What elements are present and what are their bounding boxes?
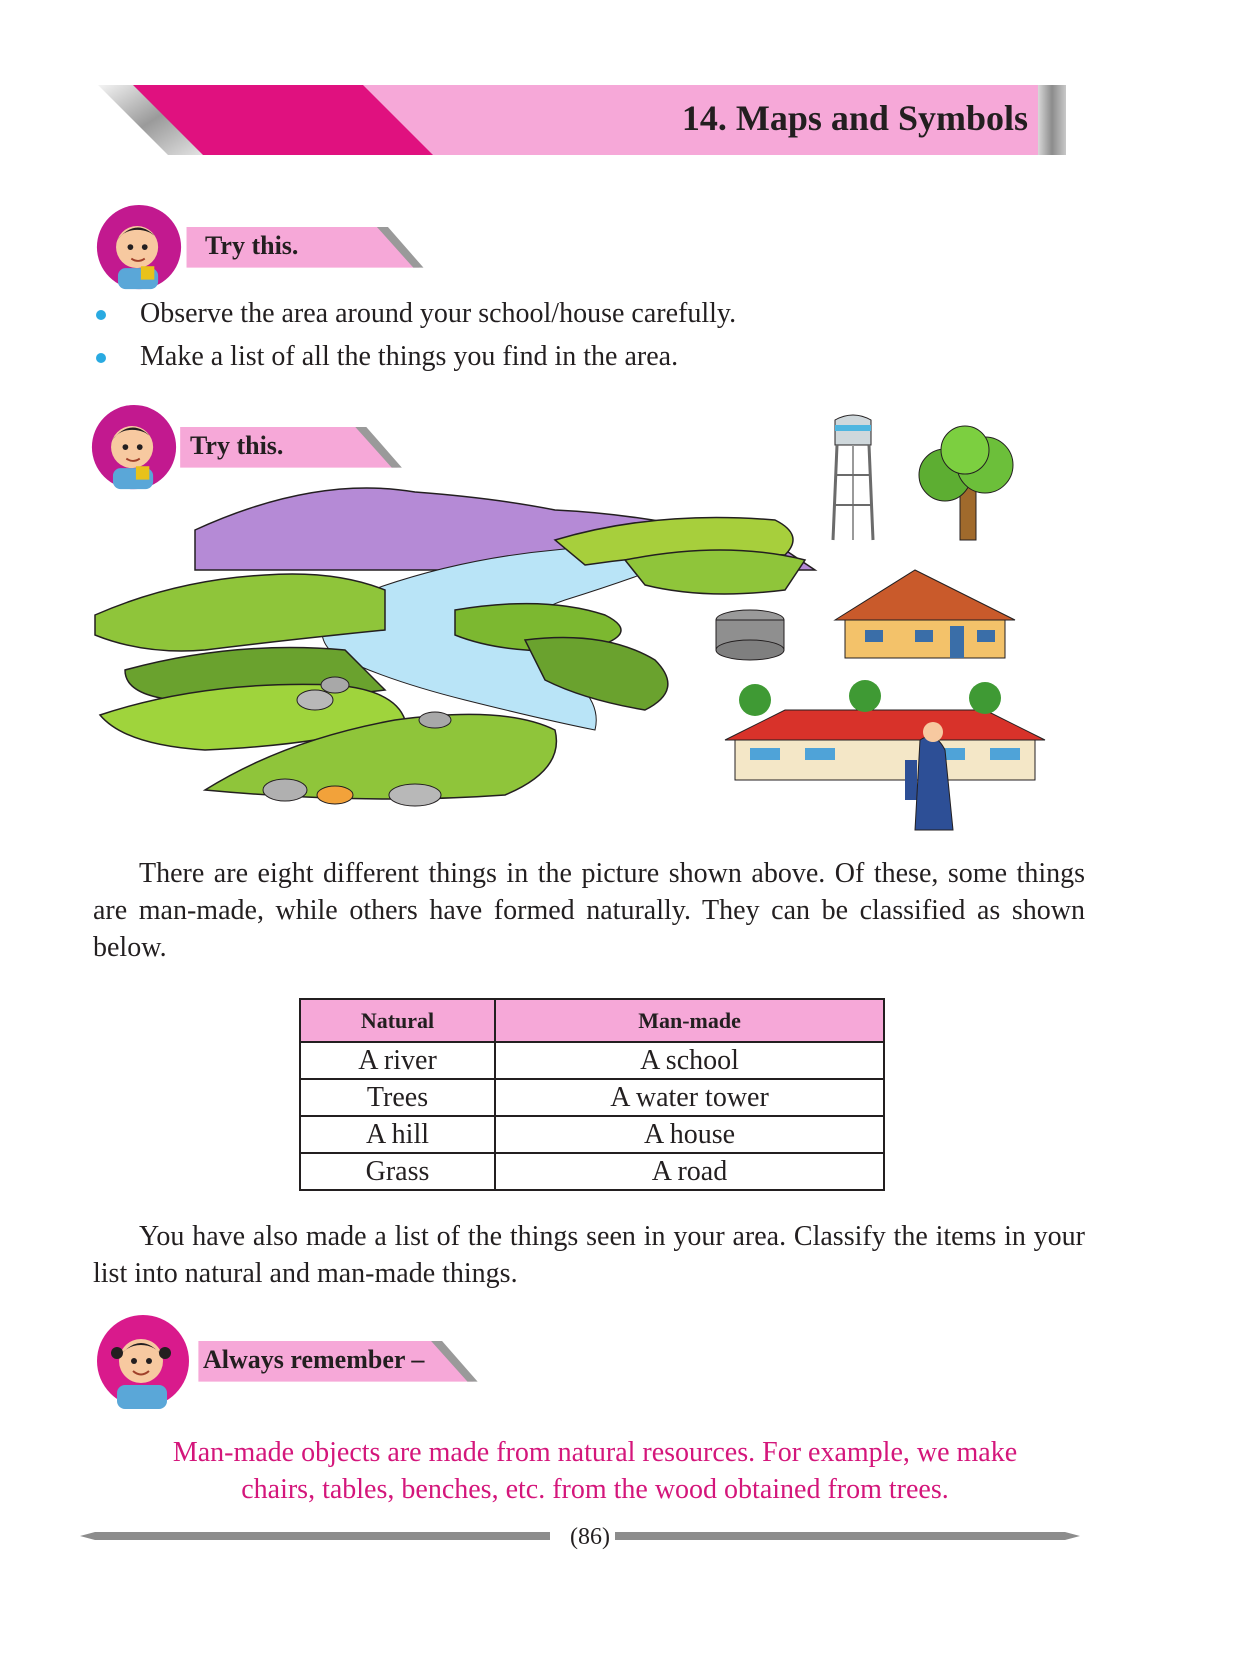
page-number: (86) bbox=[570, 1524, 610, 1550]
table-cell: Grass bbox=[300, 1153, 495, 1190]
chapter-title: 14. Maps and Symbols bbox=[681, 98, 1028, 138]
classification-table bbox=[299, 998, 885, 1191]
grass-patch bbox=[625, 550, 805, 594]
table-row bbox=[300, 1153, 884, 1190]
table-cell: A school bbox=[495, 1042, 884, 1079]
always-remember-label: Always remember – bbox=[203, 1345, 425, 1374]
always-remember-callout bbox=[93, 1315, 513, 1415]
bullet-text-1: Observe the area around your school/house carefully. bbox=[140, 298, 737, 329]
bullet-icon bbox=[96, 353, 106, 363]
paragraph-classification-intro bbox=[93, 855, 1085, 966]
try-this-label-1: Try this. bbox=[205, 231, 299, 260]
table-header-row bbox=[300, 999, 884, 1042]
stone-shape bbox=[389, 784, 441, 806]
try-this-callout-1 bbox=[95, 205, 355, 295]
girl-avatar-icon bbox=[93, 1315, 193, 1415]
table-cell: A water tower bbox=[495, 1079, 884, 1116]
table-cell: Trees bbox=[300, 1079, 495, 1116]
remember-line-1: Man-made objects are made from natural resources. For example, we make bbox=[172, 1437, 1018, 1468]
stone-shape bbox=[263, 779, 307, 801]
table-row bbox=[300, 1079, 884, 1116]
well-drawing bbox=[716, 610, 784, 660]
water-tower-drawing bbox=[833, 415, 873, 540]
chapter-banner bbox=[98, 85, 1088, 155]
always-remember-text bbox=[95, 1434, 1095, 1508]
stone-shape bbox=[419, 712, 451, 728]
paragraph-1-text: There are eight different things in the picture shown above. Of these, some things are man-made, while others have formed naturally. They can be classified as shown below. bbox=[93, 858, 1085, 963]
table-header-man-made: Man-made bbox=[495, 999, 884, 1042]
table-header-natural: Natural bbox=[300, 999, 495, 1042]
bullet-icon bbox=[96, 310, 106, 320]
tree-drawing bbox=[919, 426, 1013, 540]
bullet-text-2: Make a list of all the things you find in the area. bbox=[140, 341, 679, 372]
table-cell: A house bbox=[495, 1116, 884, 1153]
remember-line-2: chairs, tables, benches, etc. from the wood obtained from trees. bbox=[241, 1474, 949, 1505]
paragraph-classify-list bbox=[93, 1218, 1085, 1292]
table-cell: A river bbox=[300, 1042, 495, 1079]
paragraph-2-text: You have also made a list of the things seen in your area. Classify the items in your list into natural and man-made things. bbox=[93, 1221, 1085, 1289]
try-this-label-2: Try this. bbox=[190, 431, 284, 460]
table-row bbox=[300, 1116, 884, 1153]
boy-avatar-icon bbox=[95, 205, 183, 293]
table-row bbox=[300, 1042, 884, 1079]
table-cell: A hill bbox=[300, 1116, 495, 1153]
stone-shape bbox=[317, 786, 353, 804]
school-drawing bbox=[725, 680, 1045, 830]
stone-shape bbox=[321, 677, 349, 693]
house-drawing bbox=[835, 570, 1015, 658]
landscape-illustration bbox=[85, 400, 1085, 860]
table-cell: A road bbox=[495, 1153, 884, 1190]
stone-shape bbox=[297, 690, 333, 710]
